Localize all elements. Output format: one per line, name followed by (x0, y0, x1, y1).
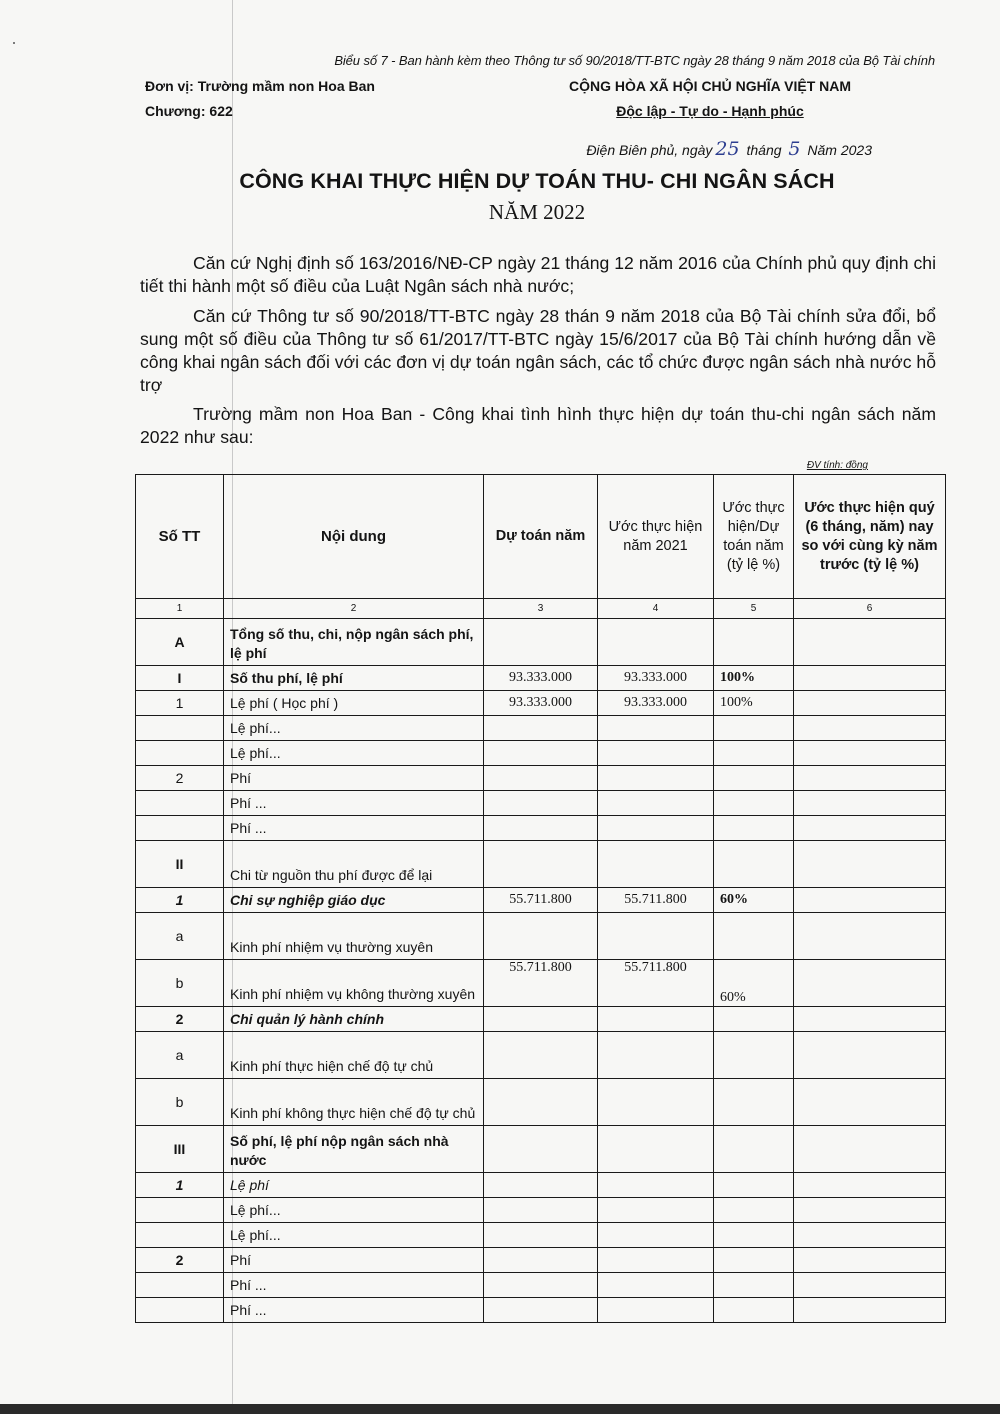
row-ratio (714, 816, 794, 841)
row-yoy (794, 666, 946, 691)
row-actual: 93.333.000 (598, 691, 714, 716)
row-ratio (714, 766, 794, 791)
row-ratio (714, 1079, 794, 1126)
row-ratio (714, 1173, 794, 1198)
row-content: Phí ... (224, 791, 484, 816)
row-actual (598, 1248, 714, 1273)
row-ratio (714, 741, 794, 766)
row-actual (598, 1032, 714, 1079)
row-estimate (484, 1223, 598, 1248)
row-ratio (714, 716, 794, 741)
row-yoy (794, 1173, 946, 1198)
row-content: Lệ phí... (224, 1198, 484, 1223)
row-actual (598, 913, 714, 960)
scan-speck (13, 42, 15, 44)
row-ratio (714, 841, 794, 888)
column-number: 4 (598, 599, 714, 619)
row-yoy (794, 716, 946, 741)
table-row (136, 1032, 946, 1079)
date-month-label: tháng (746, 142, 782, 158)
header-yoy: Ước thực hiện quý (6 tháng, năm) nay so với cùng kỳ năm trước (tỷ lệ %) (794, 475, 946, 599)
row-ratio (714, 791, 794, 816)
row-actual: 55.711.800 (598, 960, 714, 1007)
legal-basis-paragraph-1 (140, 252, 936, 298)
budget-table (135, 474, 946, 1323)
row-number: a (136, 913, 224, 960)
row-yoy (794, 1126, 946, 1173)
header-stt: Số TT (136, 475, 224, 599)
row-number: 1 (136, 888, 224, 913)
row-content: Chi từ nguồn thu phí được để lại (224, 841, 484, 888)
paragraph-text: Căn cứ Nghị định số 163/2016/NĐ-CP ngày 21 tháng 12 năm 2016 của Chính phủ quy định chi tiết thi hành một số điều của Luật Ngân sách nhà nước; (140, 253, 936, 296)
row-yoy (794, 1032, 946, 1079)
column-number: 3 (484, 599, 598, 619)
row-ratio (714, 1248, 794, 1273)
table-row (136, 1126, 946, 1173)
row-number (136, 1223, 224, 1248)
row-yoy (794, 791, 946, 816)
row-number (136, 1273, 224, 1298)
row-yoy (794, 1223, 946, 1248)
row-estimate (484, 766, 598, 791)
row-number: 1 (136, 1173, 224, 1198)
row-ratio: 100% (714, 666, 794, 691)
currency-unit-note: ĐV tính: đồng (806, 460, 868, 471)
national-motto: Độc lập - Tự do - Hạnh phúc (616, 103, 804, 119)
row-yoy (794, 841, 946, 888)
row-actual (598, 1273, 714, 1298)
legal-basis-paragraph-2 (140, 305, 936, 397)
table-row (136, 766, 946, 791)
table-row (136, 666, 946, 691)
row-number: I (136, 666, 224, 691)
table-row (136, 619, 946, 666)
header-ratio: Ước thực hiện/Dự toán năm (tỷ lệ %) (714, 475, 794, 599)
table-row (136, 741, 946, 766)
row-yoy (794, 1079, 946, 1126)
column-number: 6 (794, 599, 946, 619)
column-number-row (136, 599, 946, 619)
table-row (136, 1223, 946, 1248)
column-number: 1 (136, 599, 224, 619)
row-estimate (484, 1032, 598, 1079)
column-number: 2 (224, 599, 484, 619)
row-content: Lệ phí ( Học phí ) (224, 691, 484, 716)
row-ratio: 100% (714, 691, 794, 716)
paragraph-text: Căn cứ Thông tư số 90/2018/TT-BTC ngày 28 thán 9 năm 2018 của Bộ Tài chính sửa đổi, bổ sung một số điều của Thông tư số 61/2017/TT-BTC ngày 15/6/2017 của Bộ Tài chính hướng dẫn về công khai ngân sách đối với các đơn vị dự toán ngân sách, các tổ chức được ngân sách nhà nước hỗ trợ (140, 306, 936, 395)
row-number (136, 791, 224, 816)
row-content: Kinh phí không thực hiện chế độ tự chủ (224, 1079, 484, 1126)
row-ratio (714, 913, 794, 960)
table-row (136, 960, 946, 1007)
row-estimate: 55.711.800 (484, 888, 598, 913)
row-number (136, 816, 224, 841)
row-number: b (136, 960, 224, 1007)
row-actual (598, 766, 714, 791)
row-estimate: 55.711.800 (484, 960, 598, 1007)
row-actual (598, 716, 714, 741)
form-reference: Biểu số 7 - Ban hành kèm theo Thông tư số 90/2018/TT-BTC ngày 28 tháng 9 năm 2018 của Bộ Tài chính (334, 53, 935, 68)
row-content: Lệ phí... (224, 741, 484, 766)
row-number: II (136, 841, 224, 888)
row-actual (598, 816, 714, 841)
column-number: 5 (714, 599, 794, 619)
row-number (136, 741, 224, 766)
table-row (136, 1198, 946, 1223)
row-content: Phí (224, 766, 484, 791)
row-estimate: 93.333.000 (484, 666, 598, 691)
table-row (136, 1298, 946, 1323)
row-ratio: 60% (714, 888, 794, 913)
row-ratio (714, 1032, 794, 1079)
row-ratio (714, 1273, 794, 1298)
row-content: Kinh phí thực hiện chế độ tự chủ (224, 1032, 484, 1079)
row-ratio: 60% (714, 960, 794, 1007)
intro-paragraph (140, 403, 936, 449)
scan-bottom-edge (0, 1404, 1000, 1414)
row-actual (598, 1126, 714, 1173)
row-estimate (484, 913, 598, 960)
row-number: a (136, 1032, 224, 1079)
date-year: Năm 2023 (807, 142, 872, 158)
table-row (136, 1273, 946, 1298)
row-actual: 93.333.000 (598, 666, 714, 691)
row-actual (598, 1198, 714, 1223)
row-number: 1 (136, 691, 224, 716)
row-content: Số phí, lệ phí nộp ngân sách nhà nước (224, 1126, 484, 1173)
row-content: Chi quản lý hành chính (224, 1007, 484, 1032)
row-actual (598, 791, 714, 816)
header-actual: Ước thực hiện năm 2021 (598, 475, 714, 599)
row-yoy (794, 816, 946, 841)
row-content: Tổng số thu, chi, nộp ngân sách phí, lệ phí (224, 619, 484, 666)
row-number: 2 (136, 1007, 224, 1032)
row-content: Phí ... (224, 1273, 484, 1298)
row-yoy (794, 888, 946, 913)
chapter-label: Chương: 622 (145, 103, 233, 119)
row-estimate (484, 1173, 598, 1198)
row-number: 2 (136, 766, 224, 791)
paragraph-text: Trường mầm non Hoa Ban - Công khai tình hình thực hiện dự toán thu-chi ngân sách năm 2022 như sau: (140, 404, 936, 447)
header-content: Nội dung (224, 475, 484, 599)
unit-label: Đơn vị: Trường mầm non Hoa Ban (145, 78, 375, 94)
row-number: A (136, 619, 224, 666)
row-yoy (794, 913, 946, 960)
row-yoy (794, 766, 946, 791)
row-estimate (484, 1007, 598, 1032)
nation-name: CỘNG HÒA XÃ HỘI CHỦ NGHĨA VIỆT NAM (568, 78, 852, 94)
row-estimate (484, 1198, 598, 1223)
table-row (136, 888, 946, 913)
row-actual (598, 841, 714, 888)
row-actual (598, 1173, 714, 1198)
row-actual (598, 1079, 714, 1126)
date-day-handwritten: 25 (715, 138, 740, 160)
table-row (136, 791, 946, 816)
row-content: Phí (224, 1248, 484, 1273)
row-actual (598, 1007, 714, 1032)
national-heading (560, 74, 860, 124)
row-number (136, 1198, 224, 1223)
row-number: 2 (136, 1248, 224, 1273)
table-row (136, 841, 946, 888)
row-estimate (484, 1298, 598, 1323)
row-ratio (714, 1223, 794, 1248)
row-actual (598, 741, 714, 766)
header-estimate: Dự toán năm (484, 475, 598, 599)
row-content: Lệ phí... (224, 716, 484, 741)
table-row (136, 1079, 946, 1126)
table-row (136, 1007, 946, 1032)
table-header-row (136, 475, 946, 599)
table-row (136, 816, 946, 841)
row-actual (598, 1223, 714, 1248)
row-estimate (484, 1248, 598, 1273)
row-estimate (484, 619, 598, 666)
row-content: Số thu phí, lệ phí (224, 666, 484, 691)
row-content: Kinh phí nhiệm vụ không thường xuyên (224, 960, 484, 1007)
row-yoy (794, 1298, 946, 1323)
row-actual: 55.711.800 (598, 888, 714, 913)
row-content: Phí ... (224, 816, 484, 841)
row-estimate (484, 1126, 598, 1173)
row-ratio (714, 1126, 794, 1173)
row-estimate (484, 816, 598, 841)
row-content: Lệ phí... (224, 1223, 484, 1248)
table-row (136, 913, 946, 960)
row-estimate (484, 1273, 598, 1298)
row-estimate: 93.333.000 (484, 691, 598, 716)
row-number: III (136, 1126, 224, 1173)
row-number (136, 1298, 224, 1323)
table-row (136, 716, 946, 741)
table-row (136, 1173, 946, 1198)
date-month-handwritten: 5 (788, 138, 801, 160)
row-ratio (714, 1198, 794, 1223)
row-estimate (484, 791, 598, 816)
issuing-unit-block (145, 74, 375, 124)
row-yoy (794, 1248, 946, 1273)
date-place-prefix: Điện Biên phủ, ngày (586, 142, 713, 158)
row-yoy (794, 619, 946, 666)
row-yoy (794, 1273, 946, 1298)
row-actual (598, 1298, 714, 1323)
row-yoy (794, 741, 946, 766)
row-estimate (484, 716, 598, 741)
table-row (136, 691, 946, 716)
date-line (586, 138, 872, 160)
row-estimate (484, 1079, 598, 1126)
row-number (136, 716, 224, 741)
row-content: Chi sự nghiệp giáo dục (224, 888, 484, 913)
row-estimate (484, 841, 598, 888)
row-ratio (714, 1298, 794, 1323)
row-content: Kinh phí nhiệm vụ thường xuyên (224, 913, 484, 960)
document-title: CÔNG KHAI THỰC HIỆN DỰ TOÁN THU- CHI NGÂN SÁCH (239, 169, 835, 193)
row-yoy (794, 960, 946, 1007)
row-yoy (794, 691, 946, 716)
row-yoy (794, 1198, 946, 1223)
document-subtitle: NĂM 2022 (488, 200, 586, 224)
row-estimate (484, 741, 598, 766)
row-number: b (136, 1079, 224, 1126)
table-row (136, 1248, 946, 1273)
row-actual (598, 619, 714, 666)
row-ratio (714, 1007, 794, 1032)
row-yoy (794, 1007, 946, 1032)
row-content: Phí ... (224, 1298, 484, 1323)
row-content: Lệ phí (224, 1173, 484, 1198)
row-ratio (714, 619, 794, 666)
